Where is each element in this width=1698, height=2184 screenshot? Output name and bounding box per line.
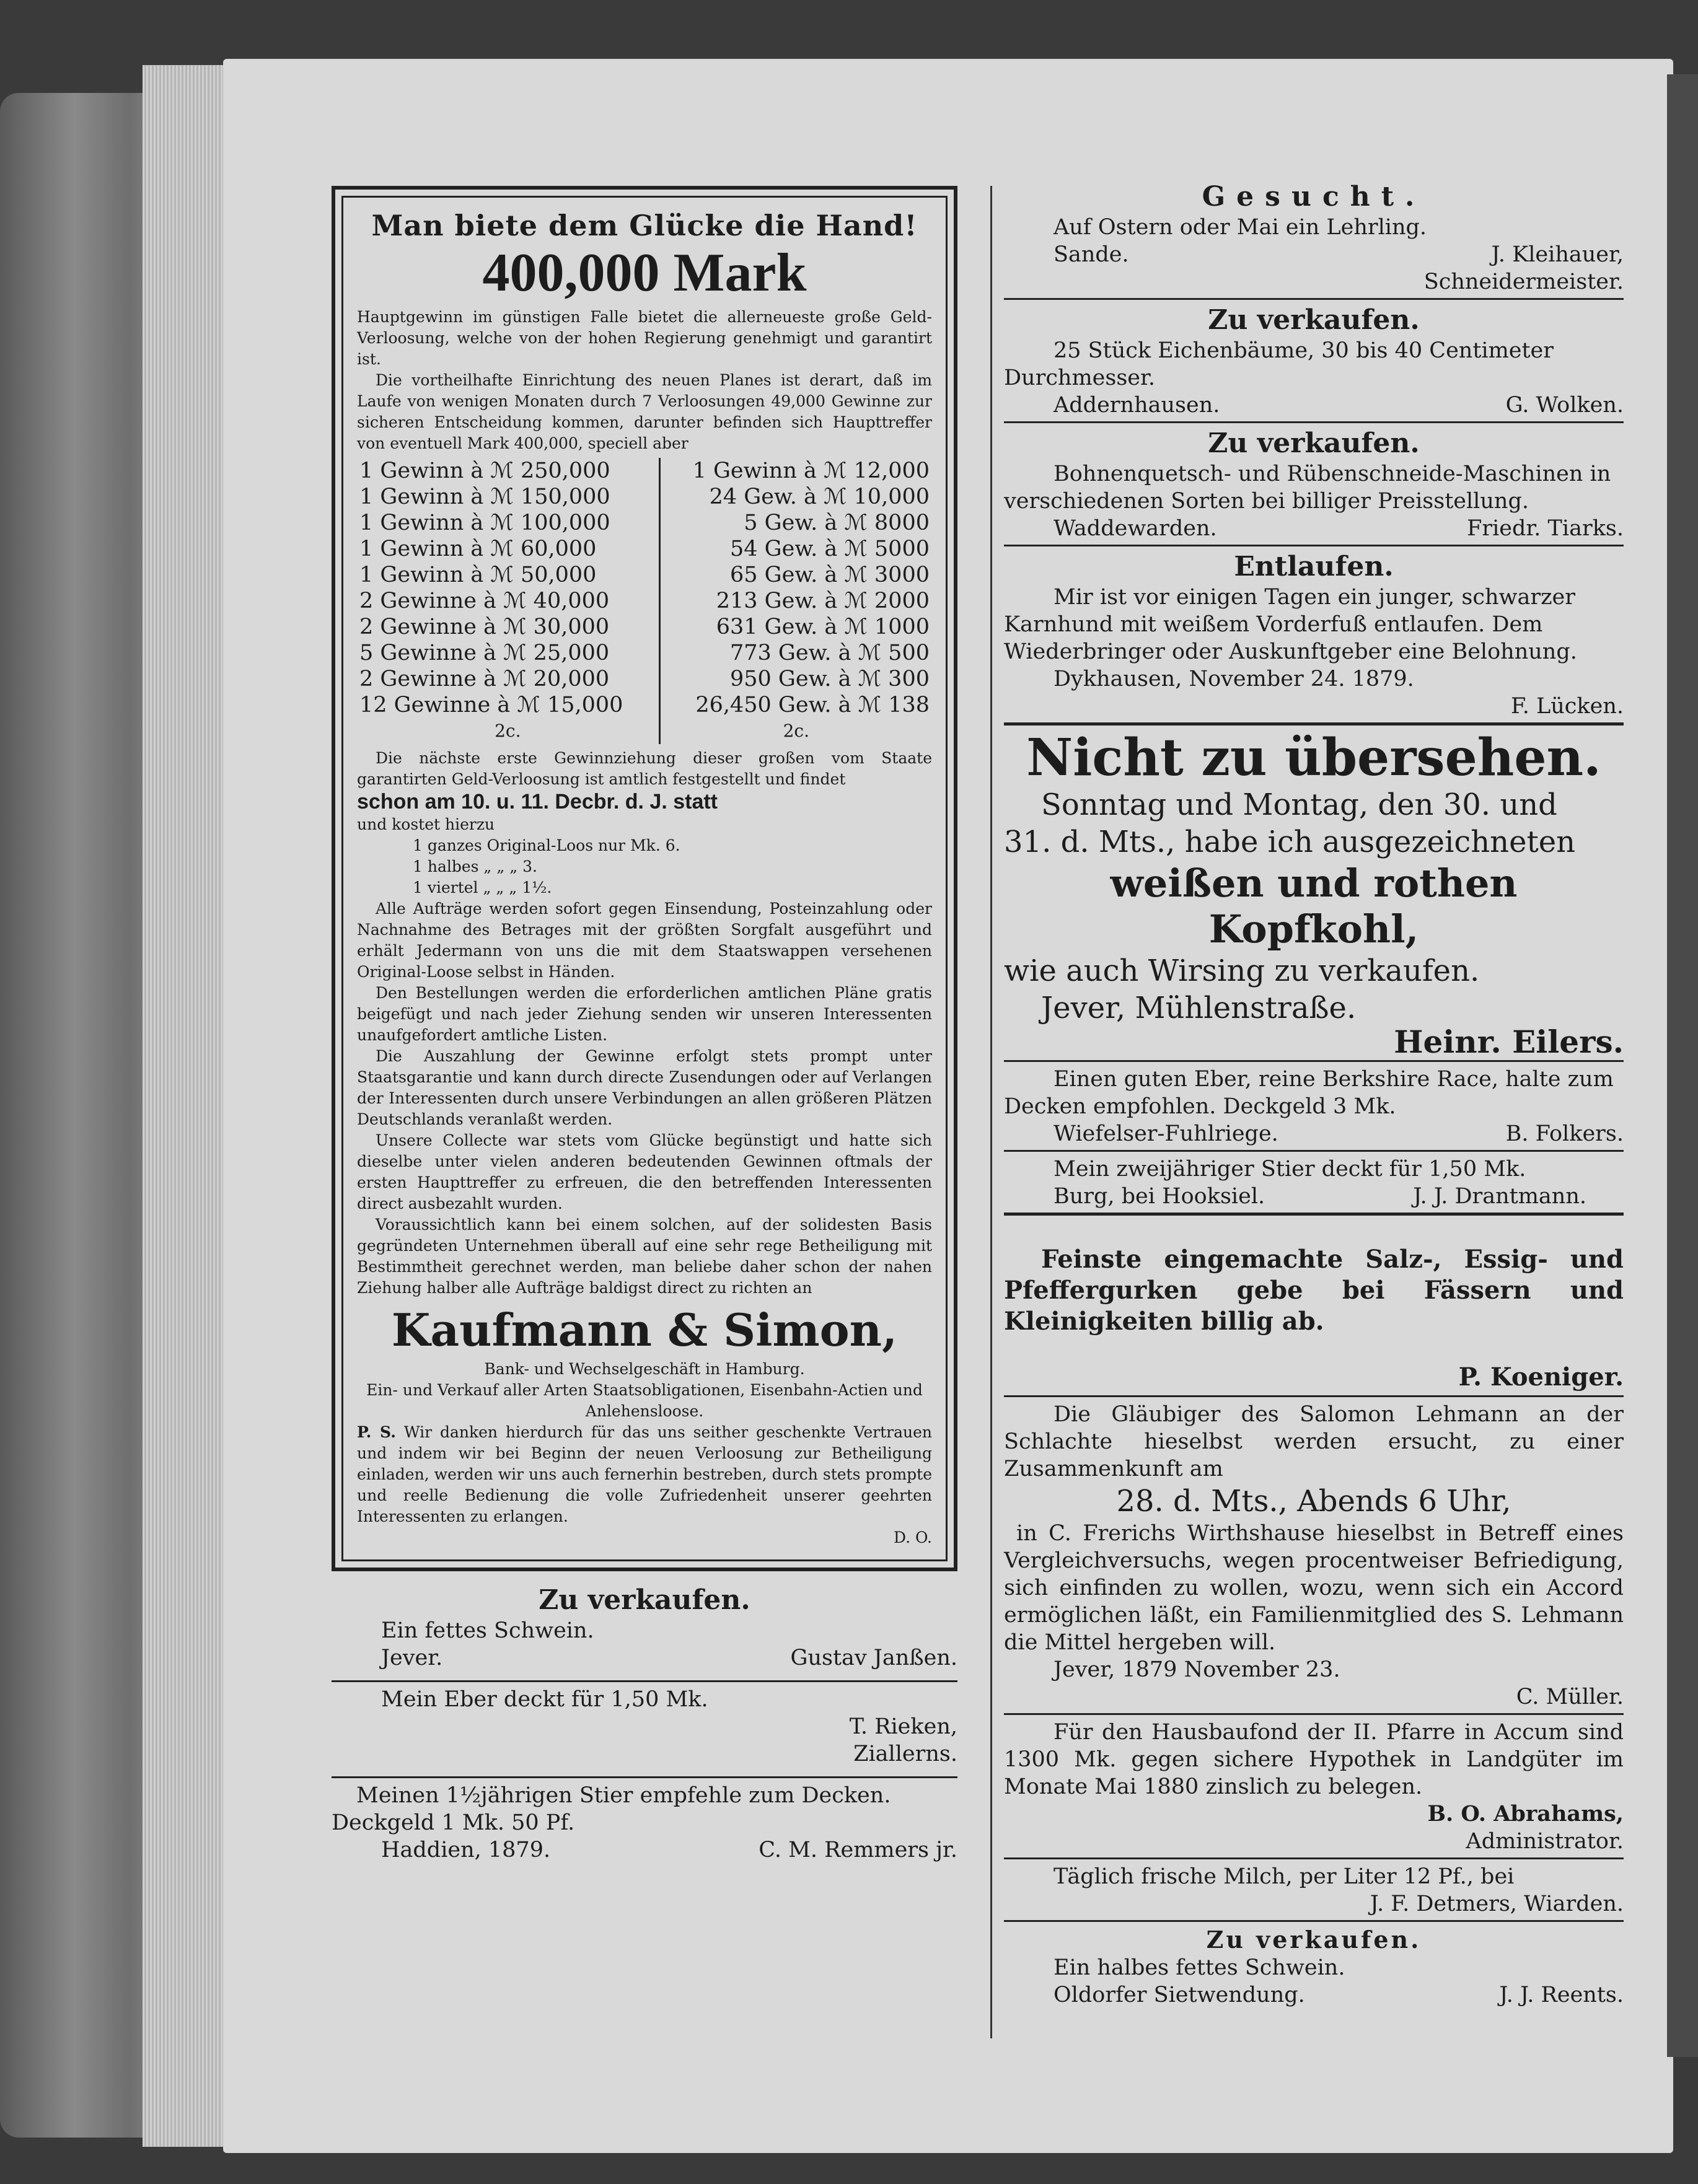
para-plans: Den Bestellungen werden die erforderlichen amtlichen Pläne gratis beigefügt und nach jeder Ziehung senden wir unseren Interessenten unaufgefordert amtliche Listen. [357, 984, 932, 1044]
column-rule [990, 186, 992, 2038]
ad-pig-text: Ein fettes Schwein. [381, 1618, 594, 1643]
ad-oaks-place: Addernhausen. [1054, 393, 1220, 418]
ad-cabbage-title: Nicht zu übersehen. [1026, 728, 1601, 787]
ad-stier [1004, 1150, 1624, 1213]
prize-left: 1 Gewinn à ℳ 100,000 [357, 510, 659, 536]
ad-dog-title: Entlaufen. [1234, 551, 1394, 582]
prize-etc-left: 2c. [357, 718, 659, 744]
ad-boar-name: T. Rieken, [849, 1714, 957, 1739]
ad-dog-text: Mir ist vor einigen Tagen ein junger, schwarzer Karnhund mit weißem Vorderfuß entlaufen. Dem Wiederbringer oder Auskunftgeber eine Belohnung. [1004, 585, 1577, 664]
ad-pig-name: Gustav Janßen. [790, 1646, 957, 1670]
prize-right: 54 Gew. à ℳ 5000 [729, 537, 930, 561]
prize-left: 2 Gewinne à ℳ 20,000 [357, 666, 659, 692]
lottery-plan: Die vortheilhafte Einrichtung des neuen Planes ist derart, daß im Laufe von wenigen Monaten durch 7 Verloosungen 49,000 Gewinne zur sicheren Entscheidung kommen, darunter befinden sich Haupttreffer von eventuell Mark 400,000, speciell aber [357, 371, 932, 452]
ad-dog-date: Dykhausen, November 24. 1879. [1054, 667, 1414, 691]
para-payout: Die Auszahlung der Gewinne erfolgt stets prompt unter Staatsgarantie und kann durch directe Zusendungen oder auf Verlangen der Interessenten durch unsere Verbindungen an allen größeren Plätzen Deutschlands veranlaßt werden. [357, 1047, 932, 1128]
ad-loan-name: B. O. Abrahams, [1427, 1801, 1624, 1827]
ad-cabbage [1004, 722, 1624, 1060]
ad-pig2-name: J. J. Reents. [1499, 1983, 1624, 2007]
ad-pig-place: Jever. [381, 1646, 443, 1670]
lottery-intro: Hauptgewinn im günstigen Falle bietet die allerneueste große Geld-Verloosung, welche von der hohen Regierung genehmigt und garantirt ist. [357, 308, 932, 368]
ad-oaks-name: G. Wolken. [1505, 393, 1624, 418]
prize-left: 1 Gewinn à ℳ 250,000 [357, 458, 659, 484]
prize-right: 213 Gew. à ℳ 2000 [716, 589, 930, 613]
ad-cabbage-line4: Jever, Mühlenstraße. [1041, 991, 1357, 1025]
prize-right: 950 Gew. à ℳ 300 [729, 667, 930, 691]
prize-left: 2 Gewinne à ℳ 30,000 [357, 614, 659, 640]
ad-stier-text: Mein zweijähriger Stier deckt für 1,50 Mk. [1054, 1157, 1526, 1182]
lottery-amount: 400,000 Mark [482, 243, 807, 303]
ad-bull-place: Haddien, 1879. [381, 1838, 551, 1862]
costs-intro: und kostet hierzu [357, 815, 495, 833]
prize-left: 1 Gewinn à ℳ 150,000 [357, 484, 659, 510]
ad-creditors-place: Jever, 1879 November 23. [1054, 1657, 1340, 1682]
ad-bull [332, 1776, 957, 1866]
ad-boar [332, 1680, 957, 1770]
ad-bull-fee: Deckgeld 1 Mk. 50 Pf. [332, 1810, 575, 1835]
ad-oaks [1004, 298, 1624, 421]
ad-milk [1004, 1857, 1624, 1920]
ad-loan-role: Administrator. [1466, 1829, 1624, 1854]
ad-boar-text: Mein Eber deckt für 1,50 Mk. [381, 1687, 708, 1712]
ps-label: P. S. [357, 1423, 396, 1441]
ad-pig2-text: Ein halbes fettes Schwein. [1054, 1955, 1345, 1980]
ad-berkshire-text: Einen guten Eber, reine Berkshire Race, halte zum Decken empfohlen. Deckgeld 3 Mk. [1004, 1067, 1614, 1119]
prize-right: 24 Gew. à ℳ 10,000 [709, 485, 930, 509]
ad-cabbage-name: Heinr. Eilers. [1394, 1024, 1624, 1060]
ad-oaks-title: Zu verkaufen. [1208, 304, 1420, 336]
ad-pickles [1004, 1213, 1624, 1395]
para-luck: Unsere Collecte war stets vom Glücke begünstigt und hatte sich dieselbe unter vielen anderen bedeutenden Gewinnen oftmals der ersten Haupttreffer zu erfreuen, die den betreffenden Interessenten direct ausbezahlt wurden. [357, 1131, 932, 1213]
ad-pickles-text: Feinste eingemachte Salz-, Essig- und Pfeffergurken gebe bei Fässern und Kleinigkeiten billig ab. [1004, 1245, 1624, 1336]
ad-oaks-text: 25 Stück Eichenbäume, 30 bis 40 Centimeter Durchmesser. [1004, 338, 1554, 390]
next-page-edge [1667, 74, 1698, 2057]
cost-whole: 1 ganzes Original-Loos nur Mk. 6. [413, 836, 680, 854]
lottery-heading: Man biete dem Glücke die Hand! [371, 209, 918, 242]
prize-left: 1 Gewinn à ℳ 60,000 [357, 536, 659, 562]
prize-right: 631 Gew. à ℳ 1000 [716, 615, 930, 639]
prize-row [357, 536, 932, 562]
prize-right: 26,450 Gew. à ℳ 138 [695, 693, 930, 717]
ad-machines-name: Friedr. Tiarks. [1467, 516, 1624, 541]
ad-cabbage-heavy2: Kopfkohl, [1208, 906, 1419, 952]
ad-dog [1004, 545, 1624, 722]
ad-loan [1004, 1713, 1624, 1857]
ad-creditors-text2: in C. Frerichs Wirthshause hieselbst in Betreff eines Vergleichversuchs, wegen procentweiser Befriedigung, sich einfinden zu wollen, wozu, wenn sich ein Accord ermöglichen läßt, ein Familienmitglied des S. Lehmann die Mittel hergeben will. [1004, 1521, 1624, 1655]
prize-row [357, 458, 932, 484]
para-expect: Voraussichtlich kann bei einem solchen, auf der solidesten Basis gegründeten Unternehmen überall auf eine sehr rege Betheiligung mit Bestimmtheit gerechnet werden, man beliebe daher schon der nahen Ziehung halber alle Aufträge baldigst direct zu richten an [357, 1216, 932, 1297]
ad-gesucht-text: Auf Ostern oder Mai ein Lehrling. [1054, 215, 1427, 240]
prize-row [357, 614, 932, 640]
cost-quarter: 1 viertel „ „ „ 1½. [413, 879, 552, 897]
prize-row [357, 484, 932, 510]
draw-text: Die nächste erste Gewinnziehung dieser großen vom Staate garantirten Geld-Verloosung ist amtlich festgestellt und findet [357, 749, 932, 788]
prize-left: 2 Gewinne à ℳ 40,000 [357, 588, 659, 614]
prize-row [357, 640, 932, 666]
ad-stier-name: J. J. Drantmann. [1413, 1184, 1586, 1209]
right-column [1004, 177, 1624, 2011]
firm-name: Kaufmann & Simon, [391, 1304, 898, 1356]
ad-bull-name: C. M. Remmers jr. [759, 1838, 957, 1862]
ad-milk-text: Täglich frische Milch, per Liter 12 Pf., bei [1054, 1864, 1515, 1889]
ad-gesucht-role: Schneidermeister. [1423, 270, 1624, 294]
prize-row [357, 692, 932, 718]
prize-etc-right: 2c. [783, 721, 809, 741]
prize-left: 12 Gewinne à ℳ 15,000 [357, 692, 659, 718]
ps-sign: D. O. [893, 1528, 932, 1546]
ad-gesucht-title: Gesucht. [1202, 181, 1426, 213]
ad-machines [1004, 421, 1624, 545]
prize-left: 5 Gewinne à ℳ 25,000 [357, 640, 659, 666]
ad-machines-place: Waddewarden. [1054, 516, 1217, 541]
para-orders: Alle Aufträge werden sofort gegen Einsendung, Posteinzahlung oder Nachnahme des Betrages mit der größten Sorgfalt ausgeführt und erhält Jedermann von uns die mit dem Staatswappen versehenen Original-Loose selbst in Händen. [357, 900, 932, 981]
prize-right: 65 Gew. à ℳ 3000 [729, 563, 930, 587]
firm-line2: Ein- und Verkauf aller Arten Staatsobligationen, Eisenbahn-Actien und Anlehensloose. [366, 1381, 923, 1420]
prize-left: 1 Gewinn à ℳ 50,000 [357, 562, 659, 588]
ad-cabbage-line2: 31. d. Mts., habe ich ausgezeichneten [1004, 825, 1576, 859]
ad-milk-name: J. F. Detmers, Wiarden. [1370, 1892, 1624, 1916]
prize-right: 1 Gewinn à ℳ 12,000 [692, 458, 930, 483]
ad-machines-text: Bohnenquetsch- und Rübenschneide-Maschinen in verschiedenen Sorten bei billiger Preisstellung. [1004, 462, 1611, 514]
ad-machines-title: Zu verkaufen. [1208, 428, 1420, 459]
ad-creditors [1004, 1395, 1624, 1713]
ad-cabbage-heavy1: weißen und rothen [1110, 861, 1518, 906]
prize-row [357, 588, 932, 614]
ad-cabbage-line1: Sonntag und Montag, den 30. und [1041, 787, 1557, 822]
ad-cabbage-line3: wie auch Wirsing zu verkaufen. [1004, 954, 1480, 988]
prize-row [357, 562, 932, 588]
prize-table [357, 458, 932, 744]
ad-dog-name: F. Lücken. [1510, 694, 1624, 719]
draw-date: schon am 10. u. 11. Decbr. d. J. statt [357, 790, 718, 814]
ad-creditors-name: C. Müller. [1516, 1685, 1624, 1709]
ad-berkshire [1004, 1060, 1624, 1150]
lottery-ad [332, 186, 957, 1571]
ad-pig2-place: Oldorfer Sietwendung. [1054, 1983, 1305, 2007]
ad-boar-place: Ziallerns. [853, 1742, 957, 1766]
ad-stier-place: Burg, bei Hooksiel. [1054, 1184, 1265, 1209]
ad-gesucht-name: J. Kleihauer, [1491, 242, 1624, 267]
ad-pig2 [1004, 1920, 1624, 2011]
prize-row [357, 666, 932, 692]
prize-row [357, 510, 932, 536]
firm-line1: Bank- und Wechselgeschäft in Hamburg. [484, 1360, 805, 1378]
ad-pig2-title: Zu verkaufen. [1206, 1926, 1422, 1954]
ad-gesucht [1004, 177, 1624, 298]
ad-loan-text: Für den Hausbaufond der II. Pfarre in Accum sind 1300 Mk. gegen sichere Hypothek in Landgüter im Monate Mai 1880 zinslich zu belegen. [1004, 1720, 1624, 1799]
ad-bull-text: Meinen 1½jährigen Stier empfehle zum Decken. [356, 1783, 891, 1808]
left-column [332, 186, 957, 1866]
ad-pig-title: Zu verkaufen. [539, 1584, 750, 1616]
prize-right: 773 Gew. à ℳ 500 [729, 641, 930, 665]
ad-gesucht-place: Sande. [1054, 242, 1129, 267]
ad-berkshire-name: B. Folkers. [1505, 1121, 1624, 1146]
ad-creditors-text1: Die Gläubiger des Salomon Lehmann an der Schlachte hieselbst werden ersucht, zu einer Zusammenkunft am [1004, 1402, 1624, 1481]
ad-creditors-date: 28. d. Mts., Abends 6 Uhr, [1116, 1484, 1511, 1519]
cost-half: 1 halbes „ „ „ 3. [413, 857, 537, 875]
prize-right: 5 Gew. à ℳ 8000 [744, 511, 930, 535]
ps-text: Wir danken hierdurch für das uns seither geschenkte Vertrauen und indem wir bei Beginn der neuen Verloosung zur Betheiligung einladen, werden wir uns auch fernerhin bestreben, durch stets prompte und reelle Bedienung die volle Zufriedenheit unserer geehrten Interessenten zu erlangen. [357, 1423, 932, 1525]
ad-berkshire-place: Wiefelser-Fuhlriege. [1054, 1121, 1278, 1146]
ad-pig [332, 1580, 957, 1674]
ad-pickles-name: P. Koeniger. [1458, 1362, 1624, 1392]
